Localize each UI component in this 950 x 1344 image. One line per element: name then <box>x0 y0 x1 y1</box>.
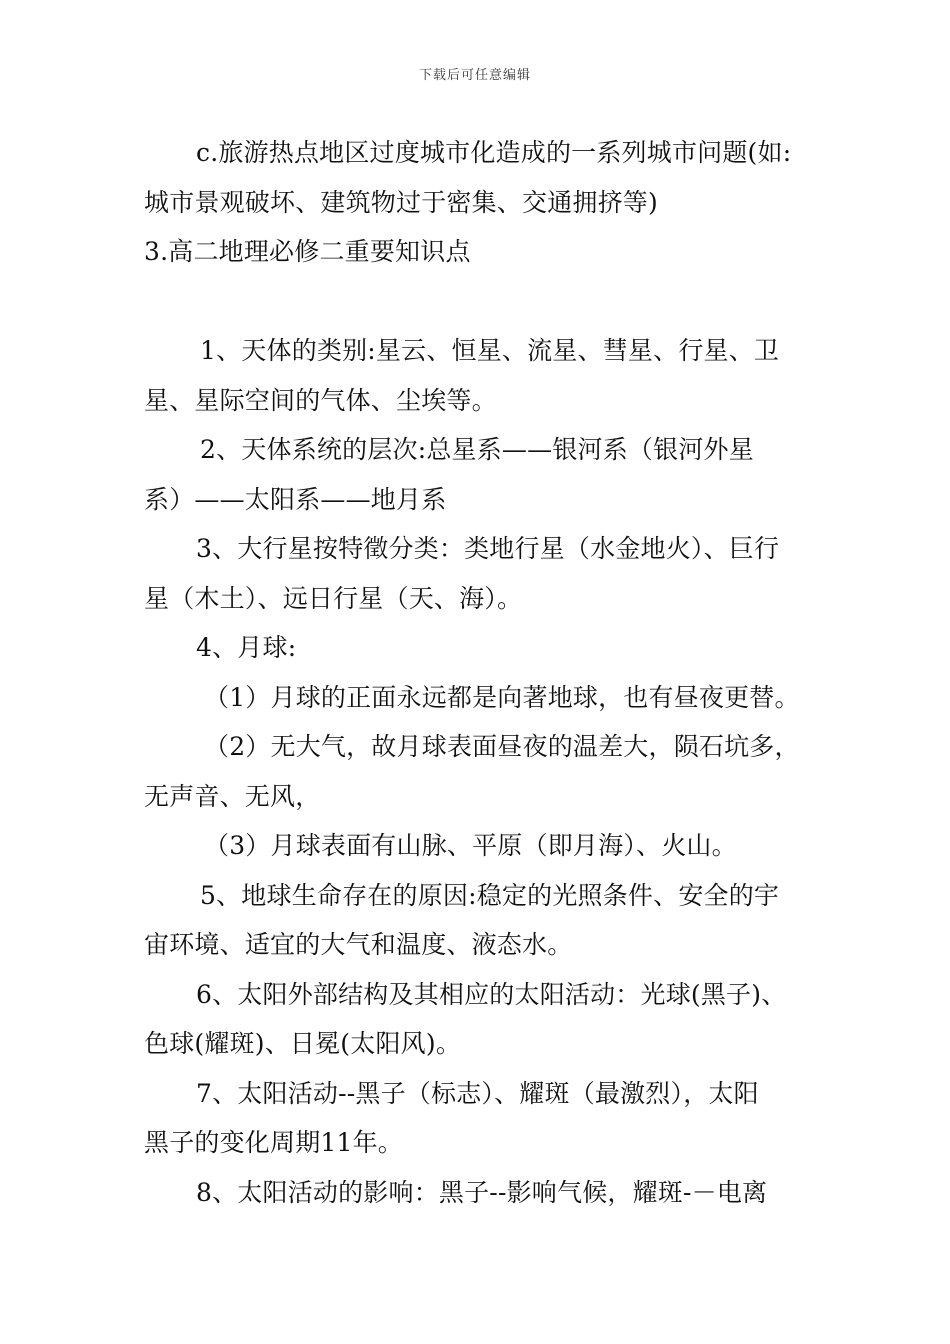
paragraph-line: （1）月球的正面永远都是向著地球，也有昼夜更替。 <box>204 682 800 712</box>
paragraph-line: 8、太阳活动的影响：黑子--影响气候，耀斑-－电离 <box>196 1177 768 1207</box>
paragraph-line: 5、地球生命存在的原因:稳定的光照条件、安全的宇 <box>200 880 780 910</box>
document-body <box>144 128 816 1217</box>
paragraph-line: 宙环境、适宜的大气和温度、液态水。 <box>144 930 573 959</box>
paragraph-line: 3、大行星按特徵分类：类地行星（水金地火）、巨行 <box>196 534 780 563</box>
page-header: 下载后可任意编辑 <box>418 68 531 83</box>
paragraph-line: 7、太阳活动--黑子（标志）、耀斑（最激烈），太阳 <box>196 1078 759 1108</box>
paragraph-line: 色球(耀斑)、日冕(太阳风)。 <box>144 1029 462 1058</box>
paragraph-line: 1、天体的类别:星云、恒星、流星、彗星、行星、卫 <box>200 336 780 365</box>
paragraph-line: 星（木土）、远日行星（天、海）。 <box>144 583 523 613</box>
paragraph-line: 城市景观破坏、建筑物过于密集、交通拥挤等) <box>144 187 658 217</box>
paragraph-line: c.旅游热点地区过度城市化造成的一系列城市问题(如: <box>196 138 792 167</box>
section-heading: 3.高二地理必修二重要知识点 <box>144 237 471 266</box>
paragraph-line: （2）无大气，故月球表面昼夜的温差大，陨石坑多， <box>204 732 800 761</box>
paragraph-line: 黑子的变化周期11年。 <box>144 1128 404 1157</box>
paragraph-line: 系）——太阳系——地月系 <box>144 484 447 514</box>
paragraph-line: 星、星际空间的气体、尘埃等。 <box>144 385 497 415</box>
paragraph-line: 2、天体系统的层次:总星系——银河系（银河外星 <box>200 435 754 464</box>
blank-line <box>144 277 816 327</box>
paragraph-line: 4、月球: <box>196 633 297 662</box>
paragraph-line: 6、太阳外部结构及其相应的太阳活动：光球(黑子)、 <box>196 979 787 1009</box>
paragraph-line: （3）月球表面有山脉、平原（即月海）、火山。 <box>204 831 737 860</box>
paragraph-line: 无声音、无风， <box>144 781 321 811</box>
